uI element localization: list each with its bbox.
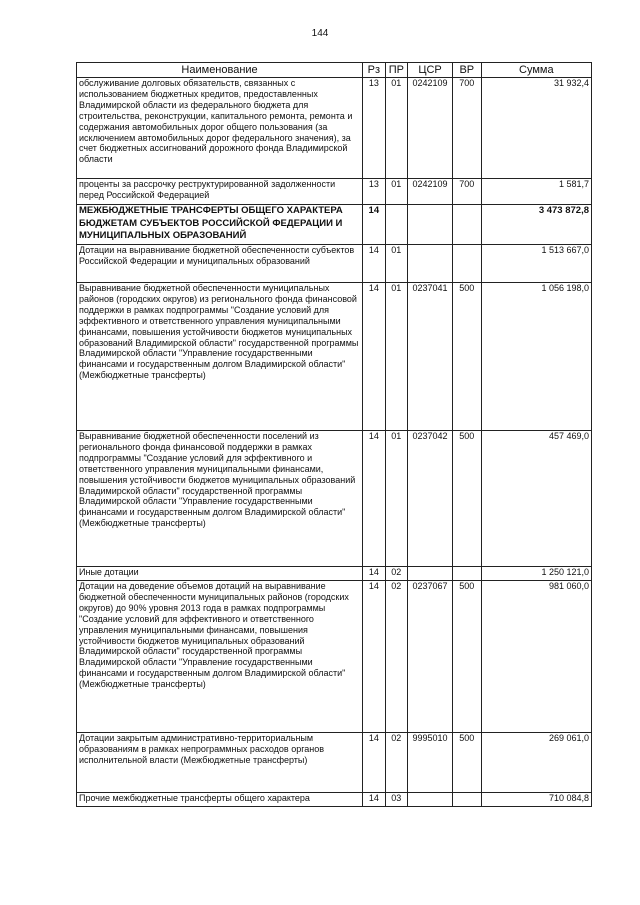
cell-sum: 710 084,8	[481, 793, 591, 807]
cell-csr	[408, 793, 453, 807]
header-pr: ПР	[385, 63, 407, 78]
cell-sum: 981 060,0	[481, 581, 591, 733]
cell-sum: 1 056 198,0	[481, 283, 591, 431]
cell-rz: 13	[363, 179, 385, 205]
cell-vr: 700	[453, 78, 482, 179]
cell-sum: 1 581,7	[481, 179, 591, 205]
cell-rz: 14	[363, 581, 385, 733]
cell-sum: 1 250 121,0	[481, 567, 591, 581]
header-name: Наименование	[77, 63, 363, 78]
table-row	[77, 245, 592, 283]
header-csr: ЦСР	[408, 63, 453, 78]
cell-pr	[385, 205, 407, 245]
table-row	[77, 581, 592, 733]
cell-pr: 03	[385, 793, 407, 807]
cell-sum: 269 061,0	[481, 733, 591, 793]
cell-name: Выравнивание бюджетной обеспеченности поселений из регионального фонда финансовой поддержки в рамках подпрограммы "Создание условий для эффективного и ответственного управления муниципальными финансами, повышения устойчивости бюджетов муниципальных образований Владимирской области" государственной программы Владимирской области "Управление государственными финансами и государственным долгом Владимирской области" (Межбюджетные трансферты)	[77, 431, 363, 567]
cell-rz: 14	[363, 793, 385, 807]
cell-rz: 14	[363, 283, 385, 431]
cell-pr: 01	[385, 431, 407, 567]
cell-pr: 01	[385, 78, 407, 179]
cell-vr	[453, 567, 482, 581]
cell-pr: 01	[385, 283, 407, 431]
cell-name: Дотации закрытым административно-территориальным образованиям в рамках непрограммных расходов органов исполнительной власти (Межбюджетные трансферты)	[77, 733, 363, 793]
cell-vr: 500	[453, 733, 482, 793]
cell-csr	[408, 205, 453, 245]
cell-sum: 1 513 667,0	[481, 245, 591, 283]
table-row	[77, 205, 592, 245]
cell-name: Прочие межбюджетные трансферты общего характера	[77, 793, 363, 807]
header-vr: ВР	[453, 63, 482, 78]
cell-csr: 0237041	[408, 283, 453, 431]
cell-rz: 14	[363, 245, 385, 283]
cell-csr: 0242109	[408, 179, 453, 205]
cell-vr: 500	[453, 581, 482, 733]
cell-name: МЕЖБЮДЖЕТНЫЕ ТРАНСФЕРТЫ ОБЩЕГО ХАРАКТЕРА БЮДЖЕТАМ СУБЪЕКТОВ РОССИЙСКОЙ ФЕДЕРАЦИИ И МУНИЦИПАЛЬНЫХ ОБРАЗОВАНИЙ	[77, 205, 363, 245]
cell-vr	[453, 205, 482, 245]
page-number: 144	[311, 28, 329, 39]
cell-sum: 457 469,0	[481, 431, 591, 567]
cell-rz: 13	[363, 78, 385, 179]
cell-sum: 3 473 872,8	[481, 205, 591, 245]
table-row	[77, 567, 592, 581]
cell-vr	[453, 245, 482, 283]
cell-csr	[408, 245, 453, 283]
cell-pr: 01	[385, 245, 407, 283]
cell-pr: 01	[385, 179, 407, 205]
cell-name: Дотации на выравнивание бюджетной обеспеченности субъектов Российской Федерации и муниципальных образований	[77, 245, 363, 283]
header-sum: Сумма	[481, 63, 591, 78]
cell-csr: 0237067	[408, 581, 453, 733]
table-row	[77, 78, 592, 179]
header-rz: Рз	[363, 63, 385, 78]
table-row	[77, 793, 592, 807]
cell-vr	[453, 793, 482, 807]
cell-csr	[408, 567, 453, 581]
table-row	[77, 179, 592, 205]
cell-csr: 9995010	[408, 733, 453, 793]
cell-name: Выравнивание бюджетной обеспеченности муниципальных районов (городских округов) из регионального фонда финансовой поддержки в рамках подпрограммы "Создание условий для эффективного и ответственного управления муниципальными финансами, повышения устойчивости бюджетов муниципальных образований Владимирской области" государственной программы Владимирской области "Управление государственными финансами и государственным долгом Владимирской области" (Межбюджетные трансферты)	[77, 283, 363, 431]
cell-name: Дотации на доведение объемов дотаций на выравнивание бюджетной обеспеченности муниципальных районов (городских округов) до 90% уровня 2013 года в рамках подпрограммы "Создание условий для эффективного и ответственного управления муниципальными финансами, повышения устойчивости бюджетов муниципальных образований Владимирской области" государственной программы Владимирской области "Управление государственными финансами и государственным долгом Владимирской области" (Межбюджетные трансферты)	[77, 581, 363, 733]
cell-rz: 14	[363, 567, 385, 581]
cell-vr: 500	[453, 283, 482, 431]
cell-vr: 500	[453, 431, 482, 567]
cell-pr: 02	[385, 567, 407, 581]
cell-name: обслуживание долговых обязательств, связанных с использованием бюджетных кредитов, предоставленных Владимирской области из федерального бюджета для строительства, реконструкции, капитального ремонта, ремонта и содержания автомобильных дорог общего пользования (за исключением автомобильных дорог федерального значения), за счет бюджетных ассигнований дорожного фонда Владимирской области	[77, 78, 363, 179]
cell-rz: 14	[363, 733, 385, 793]
cell-vr: 700	[453, 179, 482, 205]
cell-csr: 0237042	[408, 431, 453, 567]
table-row	[77, 431, 592, 567]
cell-name: Иные дотации	[77, 567, 363, 581]
cell-csr: 0242109	[408, 78, 453, 179]
budget-table	[76, 62, 592, 807]
cell-rz: 14	[363, 431, 385, 567]
table-row	[77, 733, 592, 793]
cell-sum: 31 932,4	[481, 78, 591, 179]
cell-rz: 14	[363, 205, 385, 245]
cell-name: проценты за рассрочку реструктурированной задолженности перед Российской Федерацией	[77, 179, 363, 205]
table-header-row	[77, 63, 592, 78]
cell-pr: 02	[385, 581, 407, 733]
table-row	[77, 283, 592, 431]
cell-pr: 02	[385, 733, 407, 793]
